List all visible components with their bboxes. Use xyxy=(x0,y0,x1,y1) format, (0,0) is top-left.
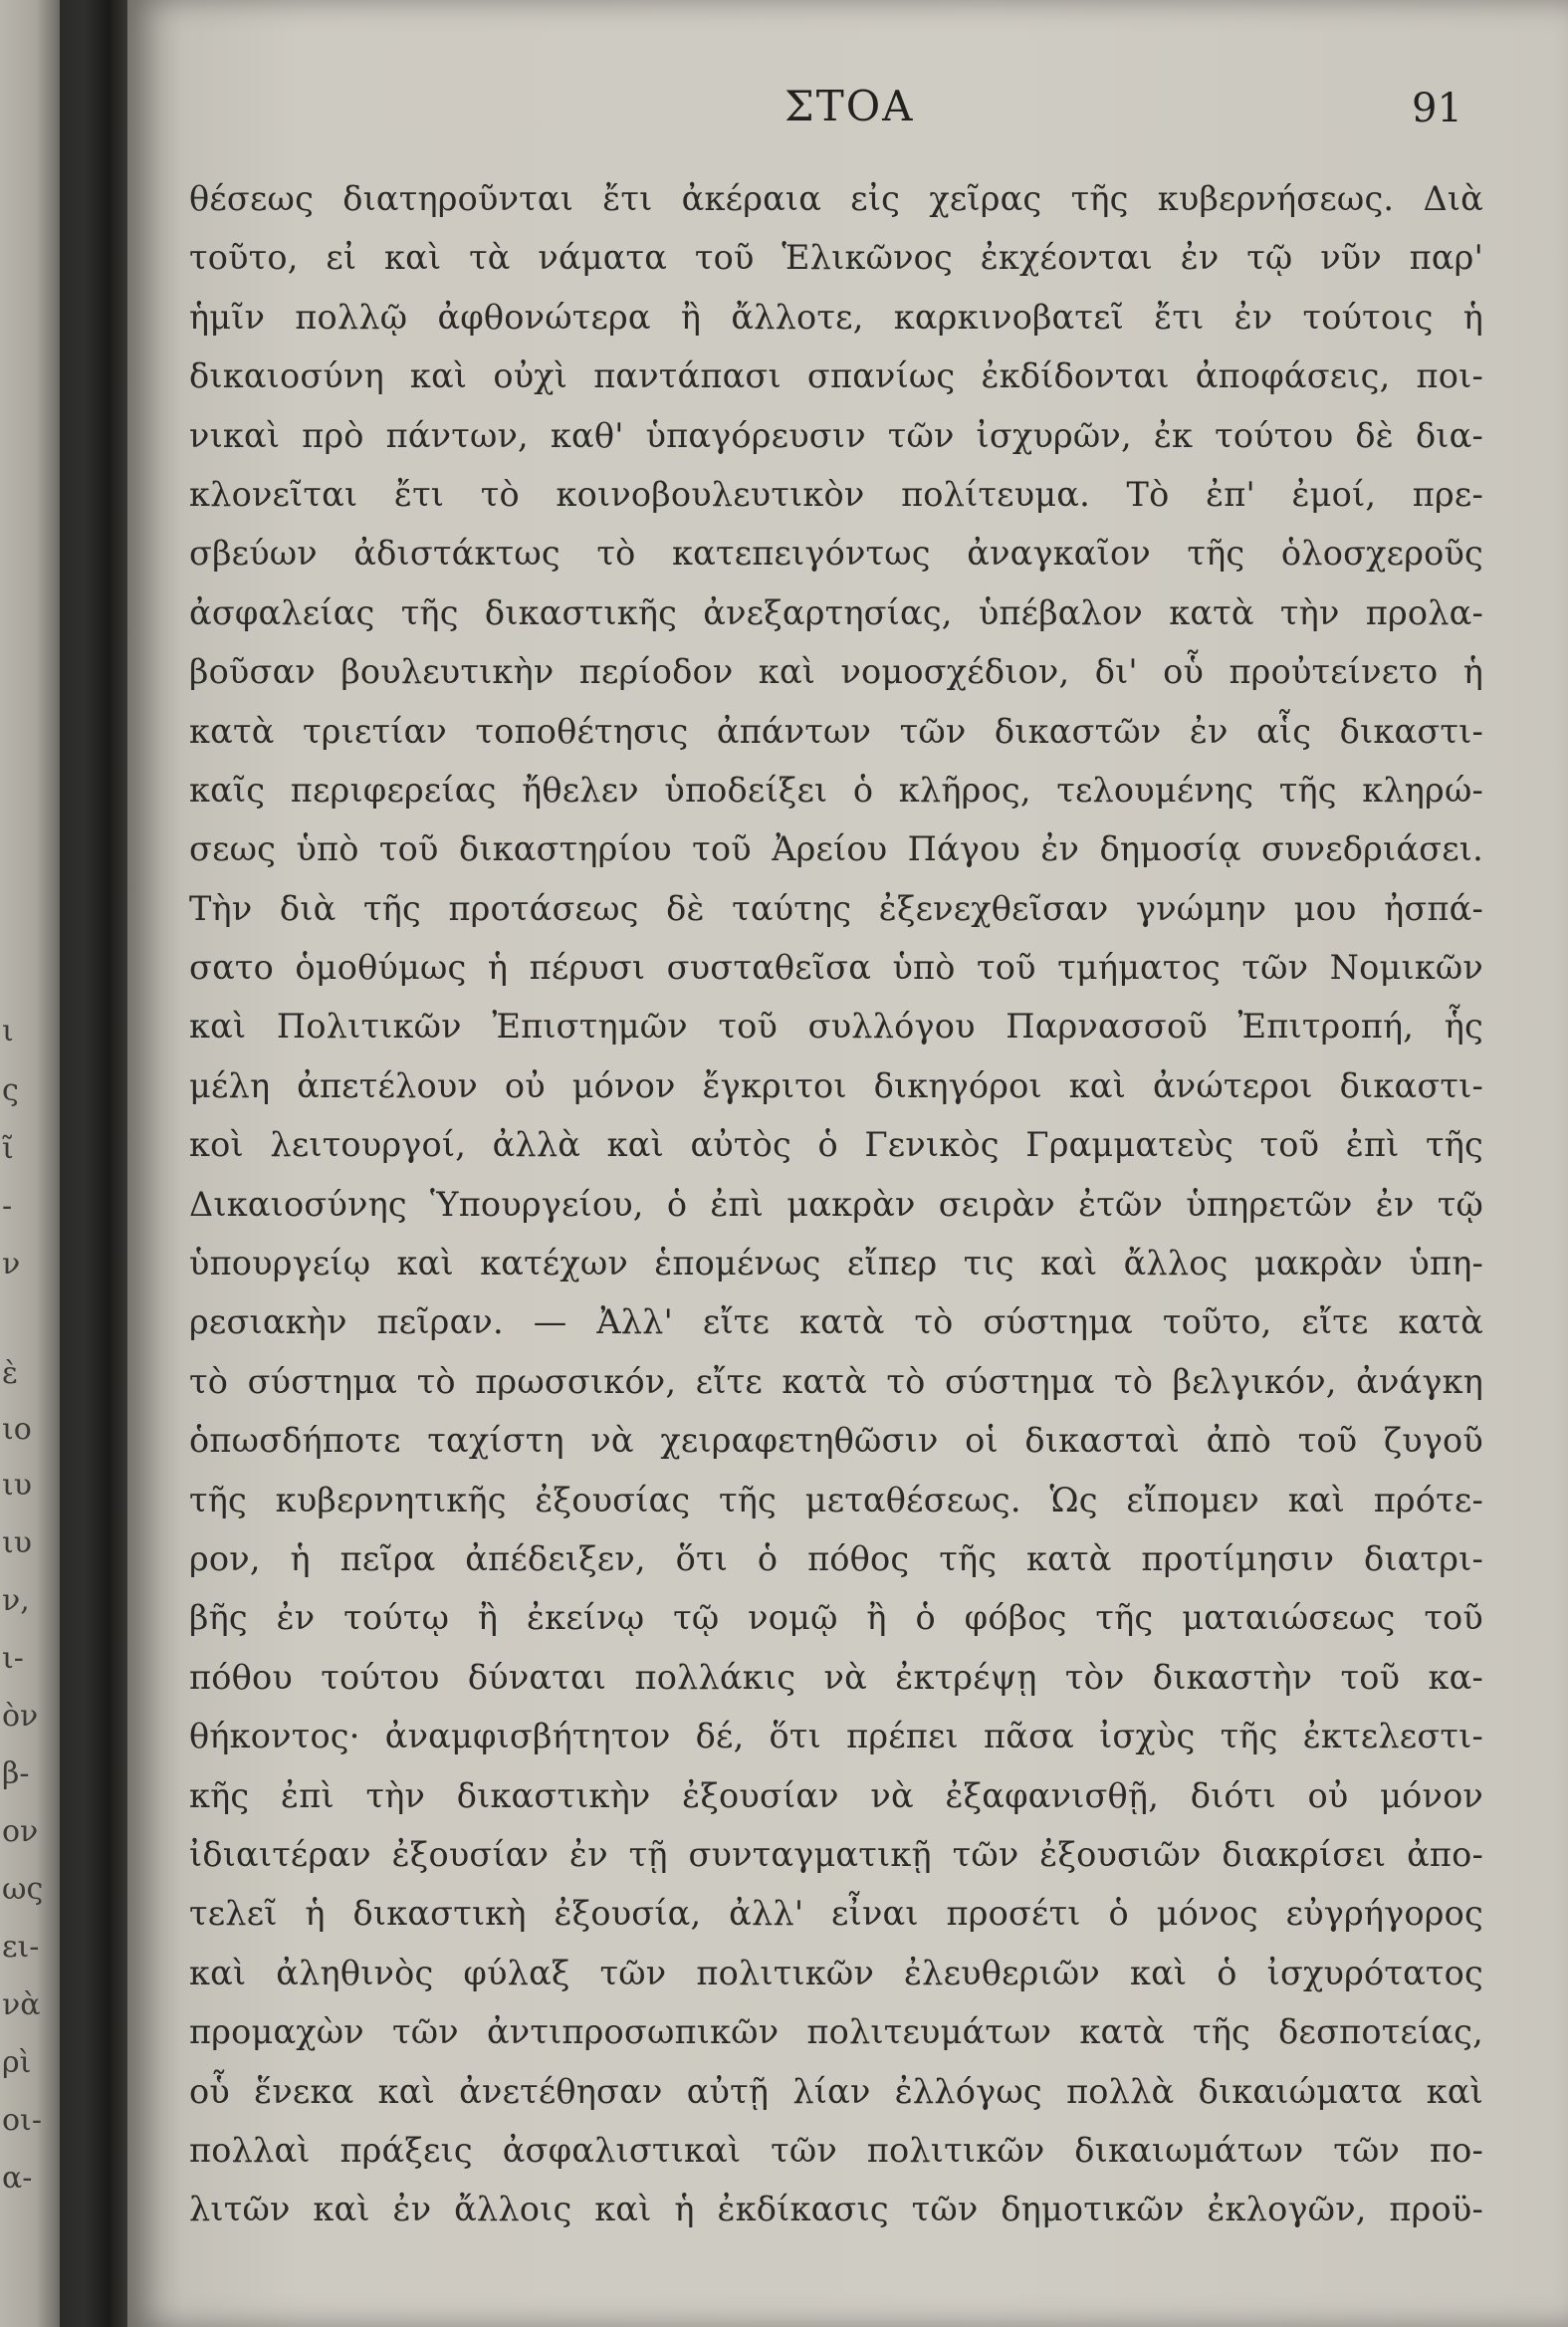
text-line: κοὶ λειτουργοί, ἀλλὰ καὶ αὐτὸς ὁ Γενικὸς Γραμματεὺς τοῦ ἐπὶ τῆς xyxy=(189,1125,1483,1165)
prev-page-fragment: ιυ xyxy=(2,1468,32,1503)
text-line: μέλη ἀπετέλουν οὐ μόνον ἔγκριτοι δικηγόροι καὶ ἀνώτεροι δικαστι- xyxy=(189,1065,1483,1105)
prev-page-fragment: ς xyxy=(2,1073,19,1108)
text-line: τὸ σύστημα τὸ πρωσσικόν, εἴτε κατὰ τὸ σύστημα τὸ βελγικόν, ἀνάγκη xyxy=(189,1361,1483,1401)
book-spine xyxy=(60,0,129,2327)
text-line: τοῦτο, εἰ καὶ τὰ νάματα τοῦ Ἑλικῶνος ἐκχέονται ἐν τῷ νῦν παρ' xyxy=(189,238,1483,278)
prev-page-fragment: ιο xyxy=(2,1412,32,1447)
text-line: ἰδιαιτέραν ἐξουσίαν ἐν τῇ συνταγματικῇ τῶν ἐξουσιῶν διακρίσει ἀπο- xyxy=(189,1834,1483,1874)
text-line: ὑπουργείῳ καὶ κατέχων ἑπομένως εἴπερ τις καὶ ἄλλος μακρὰν ὑπη- xyxy=(189,1244,1483,1283)
text-line: ἀσφαλείας τῆς δικαστικῆς ἀνεξαρτησίας, ὑπέβαλον κατὰ τὴν προλα- xyxy=(189,592,1483,632)
text-line: καὶ ἀληθινὸς φύλαξ τῶν πολιτικῶν ἐλευθεριῶν καὶ ὁ ἰσχυρότατος xyxy=(189,1953,1483,1992)
text-line: σατο ὁμοθύμως ἡ πέρυσι συσταθεῖσα ὑπὸ τοῦ τμήματος τῶν Νομικῶν xyxy=(189,948,1483,988)
text-line: νικαὶ πρὸ πάντων, καθ' ὑπαγόρευσιν τῶν ἰσχυρῶν, ἐκ τούτου δὲ δια- xyxy=(189,415,1483,455)
previous-page-edge xyxy=(0,0,60,2327)
text-line: θήκοντος· ἀναμφισβήτητον δέ, ὅτι πρέπει πᾶσα ἰσχὺς τῆς ἐκτελεστι- xyxy=(189,1717,1483,1756)
prev-page-fragment: ως xyxy=(2,1872,44,1907)
text-line: καῖς περιφερείας ἤθελεν ὑποδείξει ὁ κλῆρος, τελουμένης τῆς κληρώ- xyxy=(189,770,1483,810)
text-line: ρεσιακὴν πεῖραν. — Ἀλλ' εἴτε κατὰ τὸ σύστημα τοῦτο, εἴτε κατὰ xyxy=(189,1302,1483,1342)
prev-page-fragment: νὰ xyxy=(2,1987,41,2022)
text-line: βοῦσαν βουλευτικὴν περίοδον καὶ νομοσχέδιον, δι' οὗ προὐτείνετο ἡ xyxy=(189,652,1483,692)
text-line: ὁπωσδήποτε ταχίστη νὰ χειραφετηθῶσιν οἱ δικασταὶ ἀπὸ τοῦ ζυγοῦ xyxy=(189,1421,1483,1461)
book-page xyxy=(127,0,1568,2327)
prev-page-fragment: ῖ xyxy=(2,1131,14,1166)
page-header xyxy=(127,82,1568,141)
text-line: δικαιοσύνη καὶ οὐχὶ παντάπασι σπανίως ἐκδίδονται ἀποφάσεις, ποι- xyxy=(189,356,1483,396)
text-line: κλονεῖται ἔτι τὸ κοινοβουλευτικὸν πολίτευμα. Τὸ ἐπ' ἐμοί, πρε- xyxy=(189,474,1483,514)
text-line: Τὴν διὰ τῆς προτάσεως δὲ ταύτης ἐξενεχθεῖσαν γνώμην μου ἠσπά- xyxy=(189,888,1483,928)
prev-page-fragment: - xyxy=(2,1189,13,1224)
prev-page-fragment: ον xyxy=(2,1814,39,1849)
prev-page-fragment: ὲ xyxy=(2,1356,19,1391)
running-title: ΣΤΟΑ xyxy=(784,82,915,130)
prev-page-fragment: οι- xyxy=(2,2103,42,2138)
prev-page-fragment: ι xyxy=(2,1014,14,1048)
text-line: ἡμῖν πολλῷ ἀφθονώτερα ἢ ἄλλοτε, καρκινοβατεῖ ἔτι ἐν τούτοις ἡ xyxy=(189,297,1483,337)
prev-page-fragment: ι- xyxy=(2,1641,24,1676)
text-line: λιτῶν καὶ ἐν ἄλλοις καὶ ἡ ἐκδίκασις τῶν δημοτικῶν ἐκλογῶν, προϋ- xyxy=(189,2190,1483,2229)
text-line: βῆς ἐν τούτῳ ἢ ἐκείνῳ τῷ νομῷ ἢ ὁ φόβος τῆς ματαιώσεως τοῦ xyxy=(189,1598,1483,1638)
text-line: σβεύων ἀδιστάκτως τὸ κατεπειγόντως ἀναγκαῖον τῆς ὁλοσχεροῦς xyxy=(189,534,1483,574)
text-line: οὗ ἕνεκα καὶ ἀνετέθησαν αὐτῇ λίαν ἐλλόγως πολλὰ δικαιώματα καὶ xyxy=(189,2071,1483,2111)
text-line: τῆς κυβερνητικῆς ἐξουσίας τῆς μεταθέσεως. Ὡς εἴπομεν καὶ πρότε- xyxy=(189,1480,1483,1519)
body-text xyxy=(189,169,1483,2239)
prev-page-fragment: ρὶ xyxy=(2,2045,32,2080)
text-line: καὶ Πολιτικῶν Ἐπιστημῶν τοῦ συλλόγου Παρνασσοῦ Ἐπιτροπή, ἧς xyxy=(189,1007,1483,1047)
prev-page-fragment: ν, xyxy=(2,1583,30,1618)
text-line: θέσεως διατηροῦνται ἔτι ἀκέραια εἰς χεῖρας τῆς κυβερνήσεως. Διὰ xyxy=(189,179,1483,218)
prev-page-fragment: ιυ xyxy=(2,1525,32,1560)
prev-page-fragment: ν xyxy=(2,1247,21,1281)
text-line: Δικαιοσύνης Ὑπουργείου, ὁ ἐπὶ μακρὰν σειρὰν ἐτῶν ὑπηρετῶν ἐν τῷ xyxy=(189,1184,1483,1224)
page-number: 91 xyxy=(1412,86,1462,131)
text-line: κῆς ἐπὶ τὴν δικαστικὴν ἐξουσίαν νὰ ἐξαφανισθῇ, διότι οὐ μόνον xyxy=(189,1775,1483,1815)
text-line: προμαχὼν τῶν ἀντιπροσωπικῶν πολιτευμάτων κατὰ τῆς δεσποτείας, xyxy=(189,2012,1483,2052)
text-line: σεως ὑπὸ τοῦ δικαστηρίου τοῦ Ἀρείου Πάγου ἐν δημοσίᾳ συνεδριάσει. xyxy=(189,829,1483,869)
text-line: ρον, ἡ πεῖρα ἀπέδειξεν, ὅτι ὁ πόθος τῆς κατὰ προτίμησιν διατρι- xyxy=(189,1538,1483,1578)
text-line: κατὰ τριετίαν τοποθέτησις ἀπάντων τῶν δικαστῶν ἐν αἷς δικαστι- xyxy=(189,711,1483,751)
prev-page-fragment: ὸν xyxy=(2,1699,39,1734)
prev-page-fragment: ει- xyxy=(2,1930,40,1965)
prev-page-fragment: α- xyxy=(2,2161,33,2196)
prev-page-fragment: β- xyxy=(2,1756,30,1791)
text-line: τελεῖ ἡ δικαστικὴ ἐξουσία, ἀλλ' εἶναι προσέτι ὁ μόνος εὐγρήγορος xyxy=(189,1894,1483,1934)
text-line: πόθου τούτου δύναται πολλάκις νὰ ἐκτρέψῃ τὸν δικαστὴν τοῦ κα- xyxy=(189,1657,1483,1697)
text-line: πολλαὶ πράξεις ἀσφαλιστικαὶ τῶν πολιτικῶν δικαιωμάτων τῶν πο- xyxy=(189,2130,1483,2170)
